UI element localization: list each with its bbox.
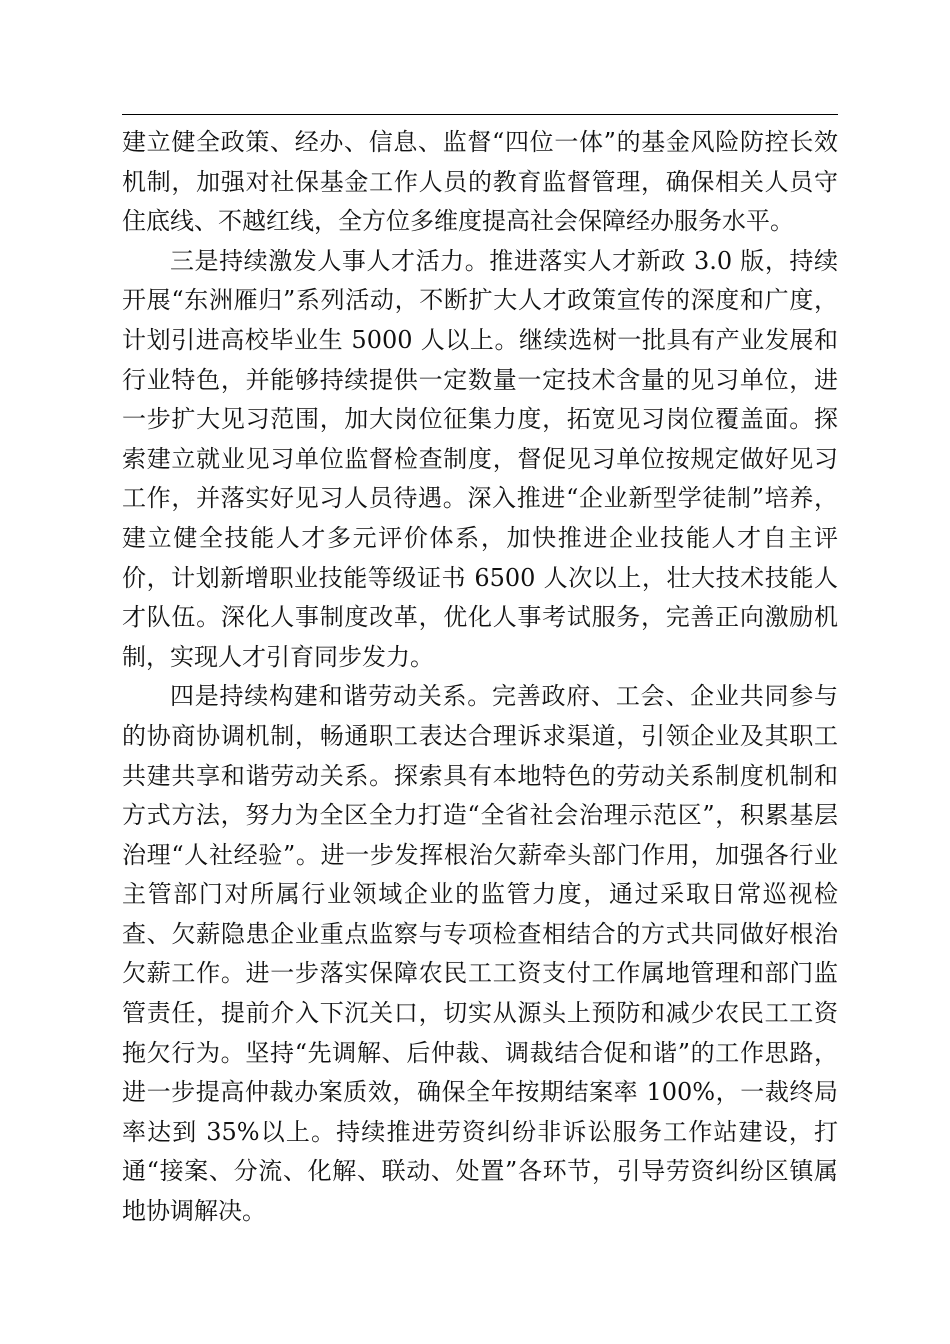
document-body — [122, 123, 838, 1232]
paragraph-talent-vitality: 三是持续激发人事人才活力。推进落实人才新政 3.0 版，持续开展“东洲雁归”系列活动，不断扩大人才政策宣传的深度和广度，计划引进高校毕业生 5000 人以上。继续选树一批具有产业发展和行业特色，并能够持续提供一定数量一定技术含量的见习单位，进一步扩大见习范围，加大岗位征集力度，拓宽见习岗位覆盖面。探索建立就业见习单位监督检查制度，督促见习单位按规定做好见习工作，并落实好见习人员待遇。深入推进“企业新型学徒制”培养，建立健全技能人才多元评价体系，加快推进企业技能人才自主评价，计划新增职业技能等级证书 6500 人次以上，壮大技术技能人才队伍。深化人事制度改革，优化人事考试服务，完善正向激励机制，实现人才引育同步发力。 — [122, 246, 838, 671]
header-rule — [122, 114, 838, 115]
paragraph-continuation: 建立健全政策、经办、信息、监督“四位一体”的基金风险防控长效机制，加强对社保基金工作人员的教育监督管理，确保相关人员守住底线、不越红线，全方位多维度提高社会保障经办服务水平。 — [122, 128, 838, 236]
paragraph-labor-relations: 四是持续构建和谐劳动关系。完善政府、工会、企业共同参与的协商协调机制，畅通职工表达合理诉求渠道，引领企业及其职工共建共享和谐劳动关系。探索具有本地特色的劳动关系制度机制和方式方法，努力为全区全力打造“全省社会治理示范区”，积累基层治理“人社经验”。进一步发挥根治欠薪牵头部门作用，加强各行业主管部门对所属行业领域企业的监管力度，通过采取日常巡视检查、欠薪隐患企业重点监察与专项检查相结合的方式共同做好根治欠薪工作。进一步落实保障农民工工资支付工作属地管理和部门监管责任，提前介入下沉关口，切实从源头上预防和减少农民工工资拖欠行为。坚持“先调解、后仲裁、调裁结合促和谐”的工作思路，进一步提高仲裁办案质效，确保全年按期结案率 100%，一裁终局率达到 35%以上。持续推进劳资纠纷非诉讼服务工作站建设，打通“接案、分流、化解、联动、处置”各环节，引导劳资纠纷区镇属地协调解决。 — [122, 682, 838, 1226]
